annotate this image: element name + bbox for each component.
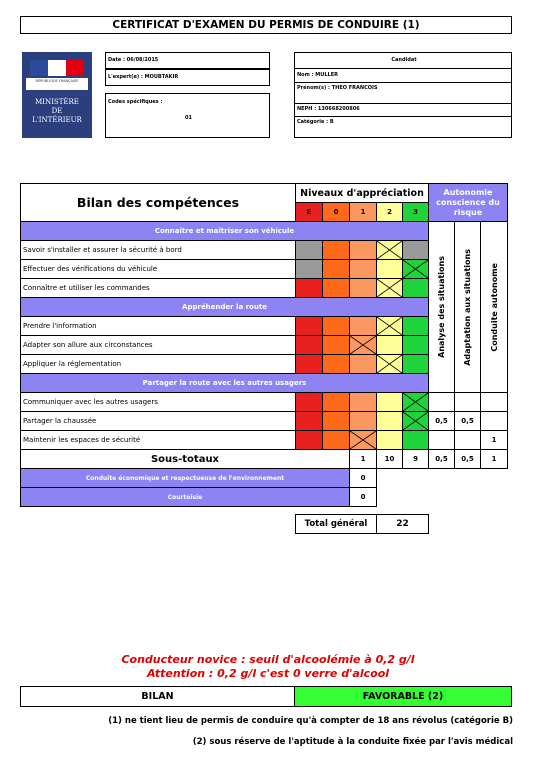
- autonomie-value: [455, 431, 481, 450]
- exam-expert: L'expert(e) : MOUBTAKIR: [105, 69, 270, 86]
- cross-mark: [403, 412, 429, 431]
- codes-value: 01: [185, 115, 192, 121]
- level-3: 3: [403, 203, 429, 222]
- cross-mark: [377, 355, 403, 374]
- level-2: 2: [377, 203, 403, 222]
- codes-specifiques-box: [105, 93, 270, 138]
- bilan-title: Bilan des compétences: [21, 184, 296, 222]
- level-e: E: [296, 203, 323, 222]
- bilan-result: [20, 686, 512, 707]
- autonomie-value: 0,5: [429, 412, 455, 431]
- table-row: [21, 393, 508, 412]
- competence-label: Savoir s'installer et assurer la sécurité à bord: [21, 241, 296, 260]
- sous-total-value: 1: [350, 450, 377, 469]
- exam-date: Date : 06/08/2015: [105, 52, 270, 69]
- autonomie-col-adaptation: Adaptation aux situations: [455, 222, 481, 393]
- competence-label: Effectuer des vérifications du véhicule: [21, 260, 296, 279]
- competence-label: Partager la chaussée: [21, 412, 296, 431]
- eco-value: 0: [350, 469, 377, 488]
- competence-label: Maintenir les espaces de sécurité: [21, 431, 296, 450]
- cross-mark: [403, 393, 429, 412]
- candidat-box: [294, 52, 512, 138]
- total-label: Total général: [296, 515, 377, 534]
- french-flag-icon: [30, 60, 84, 76]
- section-title: Partager la route avec les autres usagers: [21, 374, 429, 393]
- notice-line1: Conducteur novice : seuil d'alcoolémie à 0,2 g/l: [121, 653, 415, 666]
- autonomie-value: 0,5: [455, 412, 481, 431]
- bilan-value: FAVORABLE (2): [295, 687, 511, 706]
- bilan-label: BILAN: [21, 687, 295, 706]
- autonomie-title: Autonomie conscience du risque: [429, 184, 508, 222]
- competence-label: Appliquer la réglementation: [21, 355, 296, 374]
- cross-mark: [403, 260, 429, 279]
- section-title: Appréhender la route: [21, 298, 429, 317]
- footnote-1: (1) ne tient lieu de permis de conduire qu'à compter de 18 ans révolus (catégorie B): [108, 716, 513, 726]
- sous-total-autonomie: 1: [481, 450, 508, 469]
- autonomie-value: [429, 431, 455, 450]
- ministere-label: MINISTÈRE DE L'INTÉRIEUR: [32, 98, 82, 124]
- competence-label: Communiquer avec les autres usagers: [21, 393, 296, 412]
- autonomie-value: [481, 412, 508, 431]
- sous-total-value: 9: [403, 450, 429, 469]
- candidat-neph: NEPH : 130668200806: [295, 104, 511, 117]
- cross-mark: [377, 317, 403, 336]
- competence-label: Adapter son allure aux circonstances: [21, 336, 296, 355]
- table-row: [21, 412, 508, 431]
- candidat-categorie: Catégorie : B: [297, 119, 334, 125]
- cross-mark: [377, 279, 403, 298]
- courtoisie-label: Courtoisie: [21, 488, 350, 507]
- sous-total-autonomie: 0,5: [429, 450, 455, 469]
- sous-total-autonomie: 0,5: [455, 450, 481, 469]
- autonomie-value: 1: [481, 431, 508, 450]
- notice-line2: Attention : 0,2 g/l c'est 0 verre d'alcool: [146, 667, 390, 680]
- competence-label: Connaître et utiliser les commandes: [21, 279, 296, 298]
- ministere-logo: [22, 52, 92, 138]
- level-0: 0: [323, 203, 350, 222]
- certificate-title: CERTIFICAT D'EXAMEN DU PERMIS DE CONDUIRE (1): [20, 16, 512, 34]
- section-title: Connaître et maîtriser son véhicule: [21, 222, 429, 241]
- niveaux-title: Niveaux d'appréciation: [296, 184, 429, 203]
- candidat-prenom: Prénom(s) : THEO FRANCOIS: [295, 83, 511, 104]
- republique-label: RÉPUBLIQUE FRANÇAISE: [26, 78, 88, 90]
- codes-label: Codes spécifiques :: [108, 99, 163, 105]
- autonomie-col-conduite: Conduite autonome: [481, 222, 508, 393]
- cross-mark: [350, 336, 377, 355]
- competence-label: Prendre l'information: [21, 317, 296, 336]
- candidat-header: Candidat: [295, 53, 511, 69]
- table-row: [21, 431, 508, 450]
- cross-mark: [377, 241, 403, 260]
- footnote-2: (2) sous réserve de l'aptitude à la conduite fixée par l'avis médical: [192, 737, 513, 747]
- candidat-nom: Nom : MULLER: [295, 69, 511, 83]
- eco-label: Conduite économique et respectueuse de l'environnement: [21, 469, 350, 488]
- cross-mark: [350, 431, 377, 450]
- total-value: 22: [377, 515, 429, 534]
- autonomie-col-analyse: Analyse des situations: [429, 222, 455, 393]
- courtoisie-value: 0: [350, 488, 377, 507]
- sous-total-value: 10: [377, 450, 403, 469]
- sous-totaux-label: Sous-totaux: [21, 450, 350, 469]
- level-1: 1: [350, 203, 377, 222]
- competence-grid: [20, 183, 508, 534]
